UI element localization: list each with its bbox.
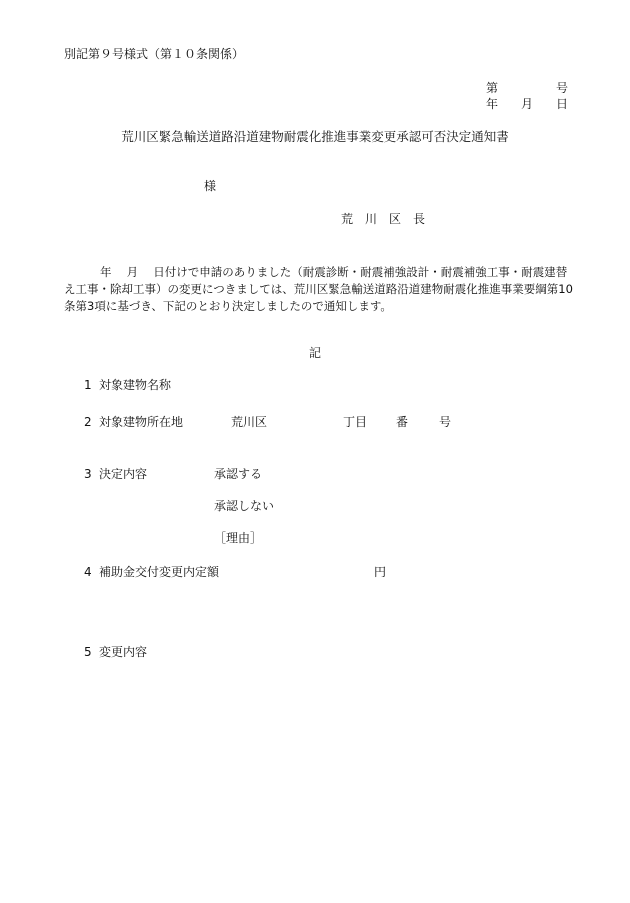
- item-label-decision: 決定内容: [99, 467, 148, 481]
- subsidy-unit: 円: [374, 565, 387, 579]
- location-ward: 荒川区: [231, 415, 268, 429]
- ki-heading: 記: [308, 346, 321, 360]
- location-ban: 番: [396, 415, 409, 429]
- item-number: 2: [84, 415, 92, 429]
- document-number-suffix: 号: [556, 81, 569, 95]
- item-label-change-details: 変更内容: [99, 645, 148, 659]
- item-label-building-location: 対象建物所在地: [99, 415, 184, 429]
- item-label-subsidy-amount: 補助金交付変更内定額: [99, 565, 220, 579]
- body-paragraph: 年 月 日付けで申請のありました（耐震診断・耐震補強設計・耐震補強工事・耐震建替え工事・除却工事）の変更につきましては、荒川区緊急輸送道路沿道建物耐震化推進事業要綱第10条第3項に基づき、下記のとおり決定しましたので通知します。: [64, 265, 573, 313]
- item-number: 4: [84, 565, 92, 579]
- issuer: 荒 川 区 長: [341, 212, 426, 226]
- addressee-suffix: 様: [204, 179, 217, 193]
- item-label-building-name: 対象建物名称: [99, 378, 172, 392]
- date-year: 年: [486, 97, 499, 111]
- form-label: 別記第９号様式（第１０条関係）: [64, 47, 245, 61]
- item-number: 1: [84, 378, 92, 392]
- decision-reason: ［理由］: [214, 531, 263, 545]
- decision-option-approve: 承認する: [214, 467, 263, 481]
- document-number-prefix: 第: [486, 81, 499, 95]
- location-chome: 丁目: [343, 415, 368, 429]
- date-month: 月: [521, 97, 534, 111]
- location-go: 号: [439, 415, 452, 429]
- document-title: 荒川区緊急輸送道路沿道建物耐震化推進事業変更承認可否決定通知書: [121, 129, 509, 144]
- date-day: 日: [556, 97, 569, 111]
- decision-option-reject: 承認しない: [214, 499, 275, 513]
- item-number: 3: [84, 467, 92, 481]
- item-number: 5: [84, 645, 92, 659]
